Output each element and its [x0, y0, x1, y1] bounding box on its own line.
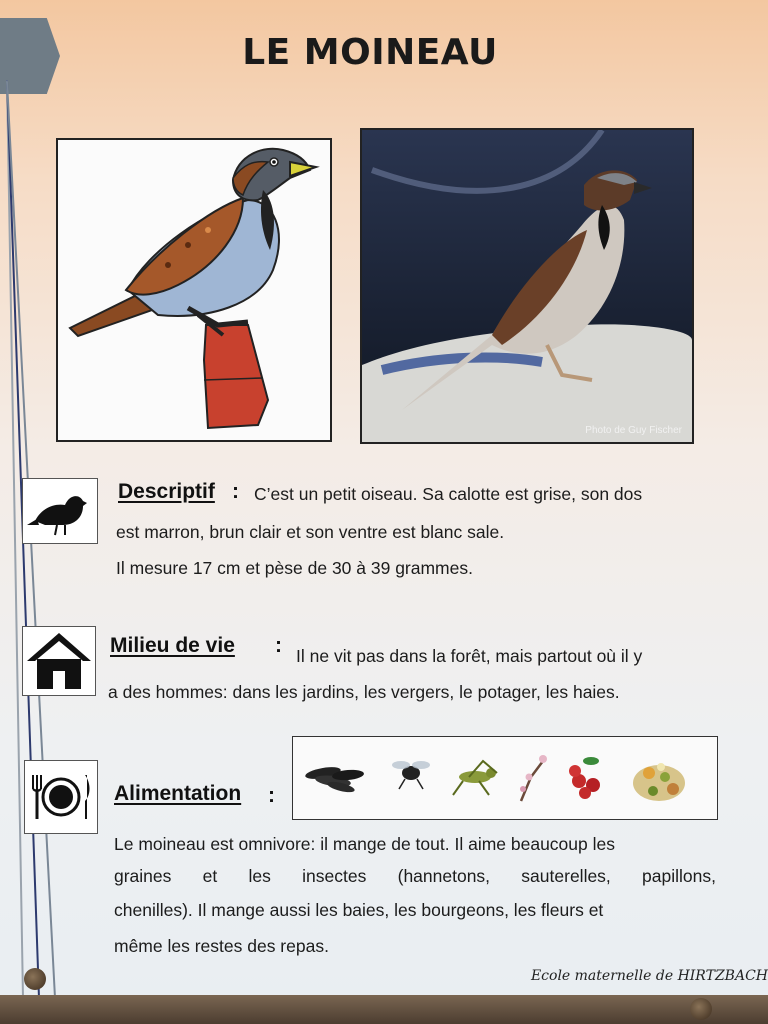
berries-icon [569, 757, 600, 799]
page-title: LE MOINEAU [242, 32, 498, 73]
alimentation-line-3: chenilles). Il mange aussi les baies, les bourgeons, les fleurs et [114, 900, 604, 920]
photo-credit: Photo de Guy Fischer [585, 425, 682, 436]
milieu-line-1: Il ne vit pas dans la forêt, mais partout où il y [296, 646, 643, 666]
plate-cutlery-icon [25, 761, 97, 833]
screw [690, 998, 712, 1020]
screw [24, 968, 46, 990]
milieu-line-2: a des hommes: dans les jardins, les vergers, le potager, les haies. [108, 682, 620, 702]
sparrow-photo-image [362, 130, 692, 442]
house-icon [23, 627, 95, 695]
descriptif-title: Descriptif [118, 480, 215, 503]
milieu-icon-box [22, 626, 96, 696]
descriptif-line-2: est marron, brun clair et son ventre est blanc sale. [116, 522, 505, 542]
descriptif-line-1: C’est un petit oiseau. Sa calotte est grise, son dos [254, 484, 643, 504]
food-scraps-icon [633, 763, 685, 801]
milieu-colon: : [275, 634, 282, 657]
alimentation-colon: : [268, 784, 275, 807]
alimentation-line-4: même les restes des repas. [114, 936, 329, 956]
sparrow-photo [360, 128, 694, 444]
sparrow-drawing [56, 138, 332, 442]
alimentation-icon-box [24, 760, 98, 834]
sparrow-illustration [58, 140, 330, 440]
grasshopper-icon [453, 761, 497, 795]
descriptif-icon-box [22, 478, 98, 544]
descriptif-colon: : [232, 480, 239, 503]
food-images [293, 737, 717, 819]
flower-bud-icon [520, 755, 547, 801]
bird-icon [23, 479, 97, 543]
alimentation-line-1: Le moineau est omnivore: il mange de tout. Il aime beaucoup les [114, 834, 615, 854]
fly-icon [392, 761, 430, 789]
alimentation-line-2: graines et les insectes (hannetons, sauterelles, papillons, [114, 866, 716, 886]
food-images-box [292, 736, 718, 820]
milieu-title: Milieu de vie [110, 634, 235, 657]
school-signature: Ecole maternelle de HIRTZBACH [530, 968, 768, 984]
descriptif-line-3: Il mesure 17 cm et pèse de 30 à 39 grammes. [116, 558, 473, 578]
seeds-icon [304, 765, 364, 794]
ground-strip [0, 995, 768, 1024]
arrow-tab [0, 18, 60, 94]
alimentation-title: Alimentation [114, 782, 242, 805]
